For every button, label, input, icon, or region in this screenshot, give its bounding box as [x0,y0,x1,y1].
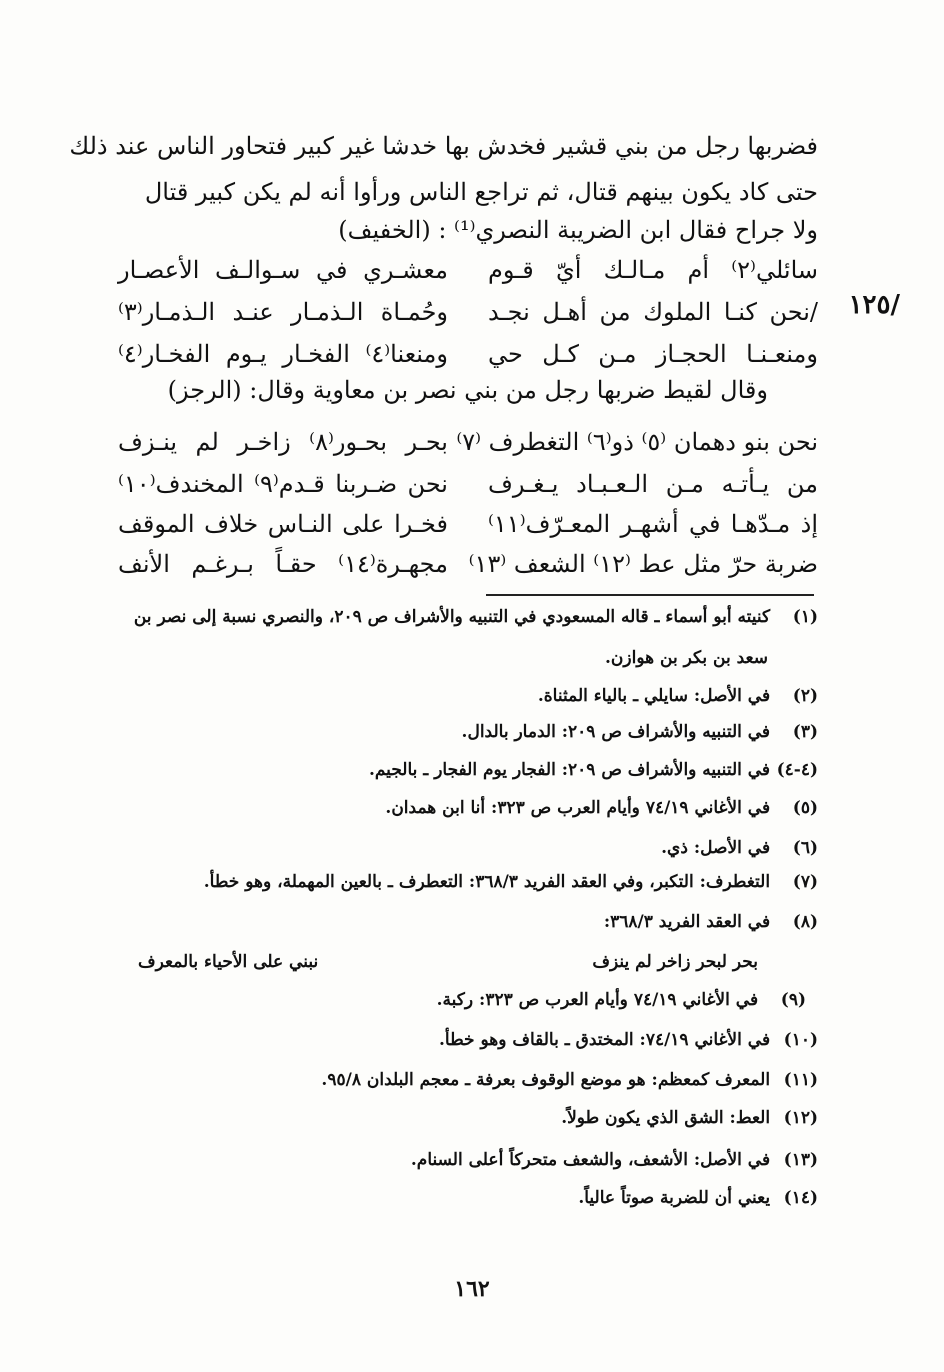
footnote-number: (١٤) [783,1188,818,1208]
footnote-text: في الأغاني ٧٤/١٩: المختدق ـ بالقاف وهو خطأ. [439,1030,771,1050]
footnote-text: في التنبيه والأشراف ص ٢٠٩: الفجار يوم الفجار ـ بالجيم. [368,760,771,780]
verse-line [118,292,818,332]
verse-line [118,464,818,504]
footnote [118,874,818,891]
footnote-text: في الأصل: سايلي ـ بالياء المثناة. [537,686,771,706]
footnote-number: (٤-٤) [776,760,818,780]
footnote [118,800,818,817]
footnote [118,1032,818,1049]
footnote-number: (٦) [792,838,818,858]
footnote-text: يعني أن للضربة صوتاً عالياً. [578,1188,771,1208]
footnote [118,1152,818,1169]
footnote-number: (٨) [792,912,818,932]
verse-second-hemistich: معشـري في سـوالـف الأعصـار [118,256,448,284]
footnote-number: (١٠) [783,1030,818,1050]
prose-line: فضربها رجل من بني قشير فخدش بها خدشا غير كبير فتحاور الناس عند ذلك [69,132,818,160]
footnote [106,992,806,1009]
footnote [118,762,818,779]
verse-first-hemistich: من يـأتـه مـن الـعـبـاد يـغـرف [488,470,818,498]
footnote-number: (٣) [792,722,818,742]
footnote-number: (٥) [792,798,818,818]
verse-first-hemistich: إذ مـدّهـا في أشهـر المعـرّف⁽١١⁾ [488,510,818,538]
verse-second-hemistich: فخـرا على النـاس خلاف الموقف [118,510,448,538]
footnote-text: في التنبيه والأشراف ص ٢٠٩: الدمار بالدال. [461,722,771,742]
footnote-text: في العقد الفريد ٣٦٨/٣: [603,912,771,932]
footnote [118,1110,818,1127]
verse-second-hemistich: ومنعنا⁽٤⁾ الفخـار يـوم الفخـار⁽٤⁾ [118,340,448,368]
footnote [118,1072,818,1089]
verse-line [118,250,818,290]
margin-folio-marker: /١٢٥ [848,290,900,320]
verse-second-hemistich: نبني على الأحياء بالمعرف [138,952,319,972]
prose-line: ولا جراح فقال ابن الضريبة النصري⁽¹⁾ : (الخفيف) [338,216,818,244]
footnote [118,609,818,626]
verse-line [118,334,818,374]
verse-first-hemistich: نحن بنو دهمان ⁽٥⁾ ذو⁽٦⁾ التغطرف ⁽٧⁾ [456,428,818,456]
verse-first-hemistich: سائلي⁽٢⁾ أم مـالـك أيّ قـوم [488,256,818,284]
verse-second-hemistich: مجهـرة⁽١٤⁾ حقـاً بـرغـم الأنف [118,550,448,578]
verse-second-hemistich: وحُمـاة الـذمـار عنـد الـذمـار⁽٣⁾ [118,298,448,326]
verse-line [118,422,818,462]
footnote-verse [138,954,758,974]
footnote [118,914,818,931]
verse-first-hemistich: ومنعـنـا الحجـاز مـن كـل حي [488,340,818,368]
verse-line [118,504,818,544]
footnote-number: (٩) [780,990,806,1010]
footnote-number: (١٢) [783,1108,818,1128]
footnote-number: (١) [792,607,818,627]
footnote-number: (٧) [792,872,818,892]
verse-first-hemistich: /نحن كنـا الملوك من أهـل نجـد [488,298,818,326]
footnote-text: في الأغاني ٧٤/١٩ وأيام العرب ص ٣٢٣: ركبة. [436,990,759,1010]
footnote-continuation: سعد بن بكر بن هوازن. [605,648,768,668]
footnote [118,724,818,741]
page-number: ١٦٢ [454,1276,490,1302]
prose-line: حتى كاد يكون بينهم قتال، ثم تراجع الناس ورأوا أنه لم يكن كبير قتال [144,178,818,206]
footnote-text: في الأصل: ذي. [661,838,771,858]
footnote [118,1190,818,1207]
footnote-text: التغطرف: التكبر، وفي العقد الفريد ٣٦٨/٣: التعطرف ـ بالعين المهملة، وهو خطأ. [203,872,771,892]
footnote-text: المعرف كمعظم: هو موضع الوقوف بعرفة ـ معجم البلدان ٩٥/٨. [321,1070,771,1090]
footnote-text: العط: الشق الذي يكون طولاً. [561,1108,771,1128]
verse-first-hemistich: ضربة حرّ مثل عط ⁽١٢⁾ الشعف ⁽١٣⁾ [468,550,818,578]
footnote-text: في الأغاني ٧٤/١٩ وأيام العرب ص ٣٢٣: أنا ابن همدان. [385,798,771,818]
footnote-text: في الأصل: الأشعف، والشعف متحركاً أعلى السنام. [410,1150,771,1170]
footnote-number: (٢) [792,686,818,706]
footnote [118,840,818,857]
verse-second-hemistich: بحـر بحـور⁽٨⁾ زاخـر لم ينـزف [118,428,448,456]
footnote-text: كنيته أبو أسماء ـ قاله المسعودي في التنبيه والأشراف ص ٢٠٩، والنصري نسبة إلى نصر بن [133,607,771,627]
footnote-number: (١١) [783,1070,818,1090]
footnote-number: (١٣) [783,1150,818,1170]
footnote [118,688,818,705]
prose-line: وقال لقيط ضربها رجل من بني نصر بن معاوية وقال: (الرجز) [167,376,768,404]
verse-first-hemistich: بحر لبحر زاخر لم ينزف [592,952,758,972]
verse-second-hemistich: نحن ضـربنا قـدم⁽٩⁾ المخندف⁽١٠⁾ [118,470,448,498]
footnote-divider [486,594,814,596]
verse-line [118,544,818,584]
